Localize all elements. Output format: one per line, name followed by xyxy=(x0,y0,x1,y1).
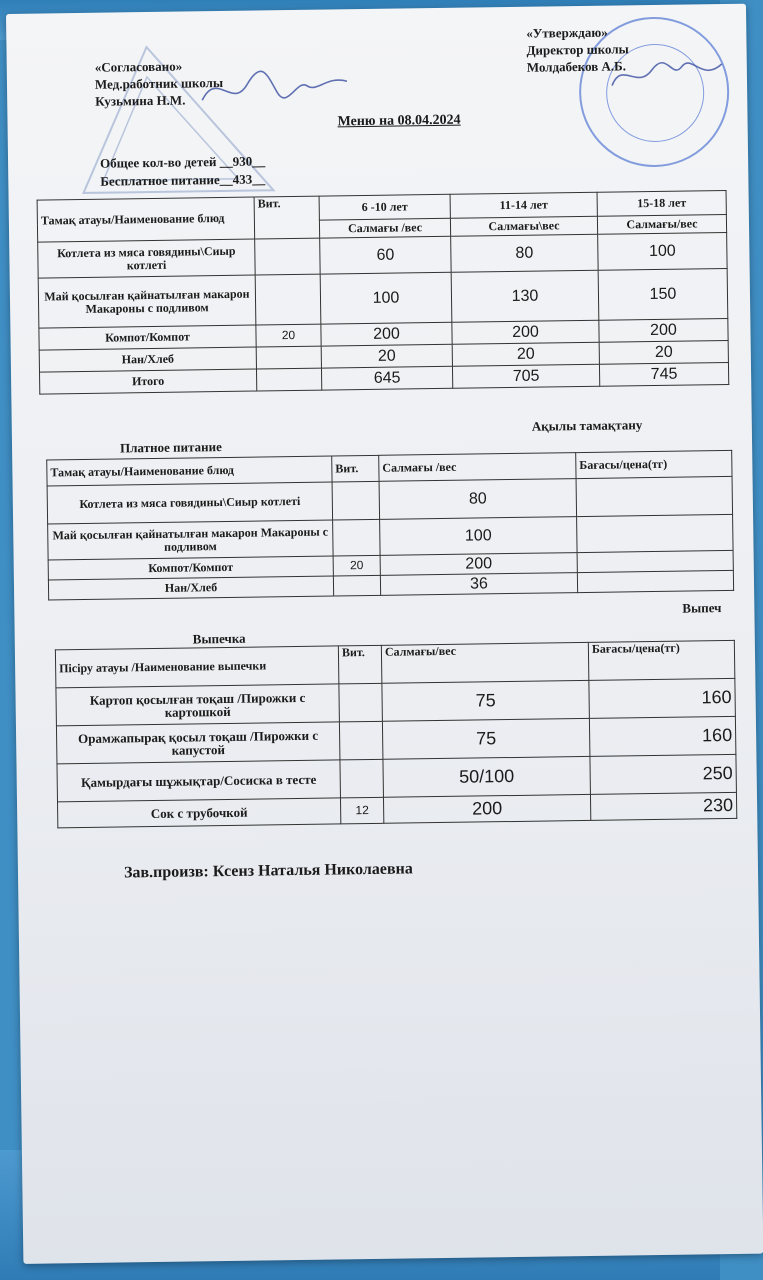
dish-vit xyxy=(332,481,380,520)
col-vit-header: Вит. xyxy=(254,196,320,239)
dish-vit xyxy=(256,368,321,391)
pastry-weight: 75 xyxy=(382,718,590,759)
bakery-title-right: Выпеч xyxy=(682,600,722,616)
pastry-vit xyxy=(339,683,383,722)
weight-15-18: 100 xyxy=(598,232,727,270)
pastry-weight: 200 xyxy=(383,794,590,823)
paid-meals-table xyxy=(46,450,734,601)
pastry-price: 250 xyxy=(590,754,737,794)
menu-title: Меню на 08.04.2024 xyxy=(337,112,461,130)
pastry-price: 160 xyxy=(589,716,736,756)
paid-title-kz: Ақылы тамақтану xyxy=(531,417,643,434)
col-price-header: Бағасы/цена(тг) xyxy=(576,450,732,478)
pastry-name: Сок с трубочкой xyxy=(58,798,341,828)
dish-price xyxy=(577,550,733,572)
dish-weight: 100 xyxy=(380,517,577,556)
weight-11-14: 200 xyxy=(452,320,599,344)
dish-price xyxy=(577,570,733,592)
weight-15-18: 200 xyxy=(599,318,728,342)
dish-vit xyxy=(256,346,321,369)
dish-price xyxy=(576,476,733,516)
col-price-header: Бағасы/цена(тг) xyxy=(588,640,735,680)
nurse-name: Кузьмина Н.М. xyxy=(95,92,186,109)
weight-11-14: 20 xyxy=(452,342,599,366)
total-children: Общее кол-во детей __930__ xyxy=(99,153,266,171)
director-title: Директор школы xyxy=(526,41,629,58)
dish-vit xyxy=(255,238,320,275)
pastry-weight: 75 xyxy=(382,680,590,721)
pastry-price: 160 xyxy=(589,678,736,718)
dish-name: Компот/Компот xyxy=(39,325,256,350)
dish-vit xyxy=(333,575,380,596)
dish-name: Компот/Компот xyxy=(48,556,333,580)
pastry-vit xyxy=(339,721,383,760)
free-meals: Бесплатное питание__433__ xyxy=(100,171,266,189)
weight-header-1: Салмағы /вес xyxy=(319,218,450,238)
dish-price xyxy=(577,514,733,552)
approved-right: «Утверждаю» xyxy=(526,24,608,41)
total-11-14: 705 xyxy=(452,364,599,388)
dish-name: Котлета из мяса говядины\Сиыр котлеті xyxy=(38,239,255,278)
approved-left: «Согласовано» xyxy=(94,58,183,75)
dish-vit: 20 xyxy=(256,324,321,347)
menu-document xyxy=(6,4,763,1264)
dish-weight: 200 xyxy=(380,553,577,576)
weight-6-10: 60 xyxy=(320,236,451,274)
dish-name: Нан/Хлеб xyxy=(39,347,256,372)
pastry-name: Орамжапырақ қосыл тоқаш /Пирожки с капустой xyxy=(56,722,340,764)
weight-header-3: Салмағы/вес xyxy=(597,214,726,234)
dish-name: Май қосылған қайнатылған макарон Макароны с подливом xyxy=(38,275,256,328)
dish-vit: 20 xyxy=(333,555,380,576)
dish-name: Нан/Хлеб xyxy=(48,576,333,600)
col-weight-header: Салмағы /вес xyxy=(379,453,576,482)
dish-weight: 36 xyxy=(380,573,577,596)
col-name-header: Тамақ атауы/Наименование блюд xyxy=(37,197,255,242)
total-15-18: 745 xyxy=(599,362,728,386)
pastry-name: Қамырдағы шұжықтар/Сосиска в тесте xyxy=(57,760,341,802)
total-label: Итого xyxy=(40,369,257,394)
dish-vit xyxy=(333,519,380,556)
paid-title-ru: Платное питание xyxy=(119,439,222,456)
pastry-name: Картоп қосылған тоқаш /Пирожки с картошкой xyxy=(56,684,340,726)
age-11-14-header: 11-14 лет xyxy=(450,192,597,218)
weight-15-18: 20 xyxy=(599,340,728,364)
director-name: Молдабеков А.Б. xyxy=(526,58,627,75)
production-manager: Зав.произв: Ксенз Наталья Николаевна xyxy=(123,860,413,882)
col-name-header: Пісіру атауы /Наименование выпечки xyxy=(55,646,339,688)
free-meals-table xyxy=(37,190,730,395)
weight-11-14: 130 xyxy=(451,270,599,322)
weight-6-10: 200 xyxy=(321,322,452,346)
weight-15-18: 150 xyxy=(598,268,728,320)
col-name-header: Тамақ атауы/Наименование блюд xyxy=(47,456,332,486)
total-6-10: 645 xyxy=(321,366,452,390)
dish-name: Май қосылған қайнатылған макарон Макароны с подливом xyxy=(48,520,333,560)
bakery-title: Выпечка xyxy=(192,630,246,647)
nurse-title: Мед.работник школы xyxy=(94,74,224,92)
weight-6-10: 20 xyxy=(321,344,452,368)
col-vit-header: Вит. xyxy=(338,645,382,684)
weight-header-2: Салмағы\вес xyxy=(450,216,597,236)
weight-11-14: 80 xyxy=(451,234,598,272)
col-weight-header: Салмағы/вес xyxy=(381,642,589,683)
dish-vit xyxy=(255,274,321,325)
bakery-table xyxy=(55,640,737,828)
dish-name: Котлета из мяса говядины\Сиыр котлеті xyxy=(47,482,333,524)
weight-6-10: 100 xyxy=(320,272,452,324)
pastry-weight: 50/100 xyxy=(383,756,591,797)
age-6-10-header: 6 -10 лет xyxy=(319,194,450,220)
dish-weight: 80 xyxy=(379,479,577,520)
age-15-18-header: 15-18 лет xyxy=(597,190,726,216)
pastry-vit: 12 xyxy=(340,797,383,824)
pastry-vit xyxy=(340,759,384,798)
pastry-price: 230 xyxy=(590,792,736,820)
col-vit-header: Вит. xyxy=(332,455,379,482)
